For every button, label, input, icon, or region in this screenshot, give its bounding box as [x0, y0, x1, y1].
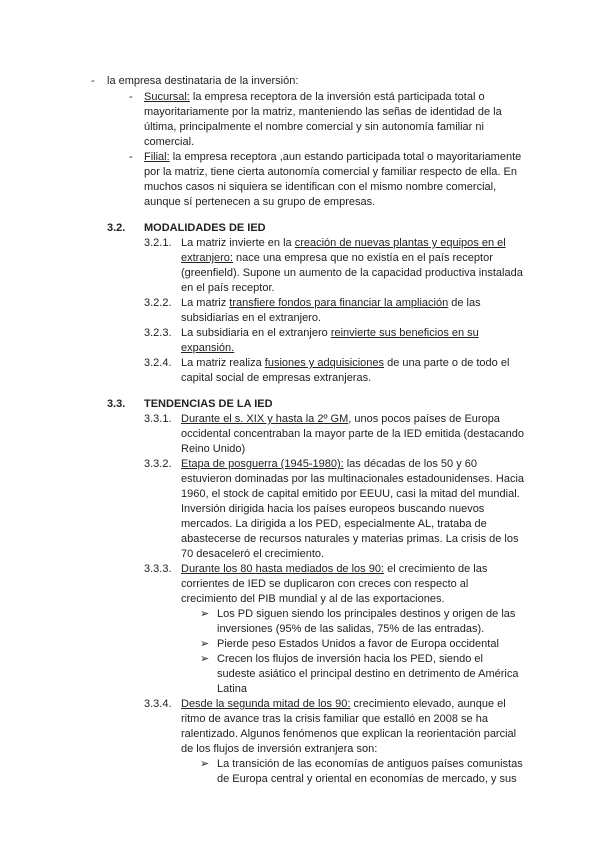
item-3-3-1-number: 3.3.1. [144, 413, 172, 425]
item-3-2-3-line-1: La subsidiaria en el extranjero reinvierte sus beneficios en su [181, 327, 479, 339]
item-3-3-2-line-4: Inversión dirigida hacia los países europeos buscando nuevos [181, 503, 485, 515]
item-3-3-4-line-4: de los flujos de inversión extranjera son: [181, 743, 378, 755]
arrow-bullet-icon: ➢ [200, 608, 210, 620]
item-3-3-4-line-3: ralentizado. Algunos fenómenos que explican la reorientación parcial [181, 728, 517, 740]
item-3-2-4-line-1: La matriz realiza fusiones y adquisiciones de una parte o de todo el [181, 357, 510, 369]
bullet-3-3-3-a-line-2: inversiones (95% de las salidas, 75% de las entradas). [217, 623, 485, 635]
arrow-bullet-icon: ➢ [200, 638, 210, 650]
item-3-3-2-line-2: estuvieron dominadas por las multinacionales estadounidenses. Hacia [181, 473, 525, 485]
item-3-3-3-number: 3.3.3. [144, 563, 172, 575]
sucursal-line-4: comercial. [144, 136, 195, 148]
section-3-2-number: 3.2. [107, 222, 126, 234]
sucursal-line-2: mayoritariamente por la matriz, manteniendo las señas de identidad de la [144, 106, 502, 118]
bullet-3-3-3-a-line-1: Los PD siguen siendo los principales destinos y origen de las [217, 608, 516, 620]
sucursal-line-3: última, principalmente el nombre comercial y sin autonomía familiar ni [144, 121, 484, 133]
item-3-2-2-number: 3.2.2. [144, 297, 172, 309]
bullet-3-3-3-c-line-1: Crecen los flujos de inversión hacia los PED, siendo el [217, 653, 483, 665]
bullet-3-3-3-c-line-2: sudeste asiático el principal destino en detrimento de América [217, 668, 519, 680]
filial-bullet: - [129, 151, 133, 163]
item-3-3-2-line-6: abastecerse de recursos naturales y materias primas. La crisis de los [181, 533, 519, 545]
item-3-2-4-number: 3.2.4. [144, 357, 172, 369]
bullet-3-3-4-a-line-2: de Europa central y oriental en economías de mercado, y sus [217, 773, 517, 785]
item-3-2-1-line-1: La matriz invierte en la creación de nuevas plantas y equipos en el [181, 237, 506, 249]
intro-bullet: - [91, 75, 95, 87]
filial-label: Filial: [144, 151, 170, 163]
item-3-2-3-number: 3.2.3. [144, 327, 172, 339]
item-3-3-4-line-2: ritmo de avance tras la crisis familiar que estalló en 2008 se ha [181, 713, 488, 725]
filial-line-1: Filial: la empresa receptora ,aun estando participada total o mayoritariamente [144, 151, 522, 163]
arrow-bullet-icon: ➢ [200, 653, 210, 665]
item-3-3-2-number: 3.3.2. [144, 458, 172, 470]
intro-text: la empresa destinataria de la inversión: [107, 75, 299, 87]
bullet-3-3-3-b-line-1: Pierde peso Estados Unidos a favor de Europa occidental [217, 638, 499, 650]
sucursal-bullet: - [129, 91, 133, 103]
item-3-3-2-line-7: 70 desaceleró el crecimiento. [181, 548, 325, 560]
item-3-3-3-line-3: crecimiento del PIB mundial y al de las exportaciones. [181, 593, 445, 605]
item-3-3-2-line-1: Etapa de posguerra (1945-1980): las décadas de los 50 y 60 [181, 458, 477, 470]
filial-line-2: por la matriz, tiene cierta autonomía comercial y familiar respecto de ella. En [144, 166, 517, 178]
item-3-2-1-number: 3.2.1. [144, 237, 172, 249]
section-3-3-number: 3.3. [107, 398, 126, 410]
item-3-2-2-line-1: La matriz transfiere fondos para financiar la ampliación de las [181, 297, 481, 309]
section-3-3-title: TENDENCIAS DE LA IED [144, 398, 273, 410]
item-3-3-3-line-2: corrientes de IED se duplicaron con creces con respecto al [181, 578, 469, 590]
section-3-2-title: MODALIDADES DE IED [144, 222, 266, 234]
arrow-bullet-icon: ➢ [200, 758, 210, 770]
item-3-2-1-line-2: extranjero: nace una empresa que no existía en el país receptor [181, 252, 493, 264]
bullet-3-3-3-c-line-3: Latina [217, 683, 247, 695]
item-3-2-1-line-3: (greenfield). Supone un aumento de la capacidad productiva instalada [181, 267, 523, 279]
item-3-3-2-line-5: mercados. La dirigida a los PED, especialmente AL, trataba de [181, 518, 487, 530]
sucursal-label: Sucursal: [144, 91, 190, 103]
filial-line-4: aunque sí pertenecen a su grupo de empresas. [144, 196, 376, 208]
item-3-3-1-line-3: Reino Unido) [181, 443, 246, 455]
item-3-2-4-line-2: capital social de empresas extranjeras. [181, 372, 372, 384]
item-3-3-1-line-2: occidental concentraban la mayor parte de la IED emitida (destacando [181, 428, 525, 440]
item-3-3-4-line-1: Desde la segunda mitad de los 90: crecimiento elevado, aunque el [181, 698, 506, 710]
item-3-3-1-line-1: Durante el s. XIX y hasta la 2º GM, unos pocos países de Europa [181, 413, 500, 425]
item-3-2-2-line-2: subsidiarias en el extranjero. [181, 312, 322, 324]
item-3-2-1-line-4: en el país receptor. [181, 282, 275, 294]
bullet-3-3-4-a-line-1: La transición de las economías de antiguos países comunistas [217, 758, 523, 770]
item-3-3-3-line-1: Durante los 80 hasta mediados de los 90: el crecimiento de las [181, 563, 488, 575]
item-3-3-2-line-3: 1960, el stock de capital emitido por EEUU, casi la mitad del mundial. [181, 488, 520, 500]
item-3-2-3-line-2: expansión. [181, 342, 235, 354]
sucursal-line-1: Sucursal: la empresa receptora de la inversión está participada total o [144, 91, 485, 103]
item-3-3-4-number: 3.3.4. [144, 698, 172, 710]
filial-line-3: muchos casos ni siquiera se identifican con el mismo nombre comercial, [144, 181, 497, 193]
